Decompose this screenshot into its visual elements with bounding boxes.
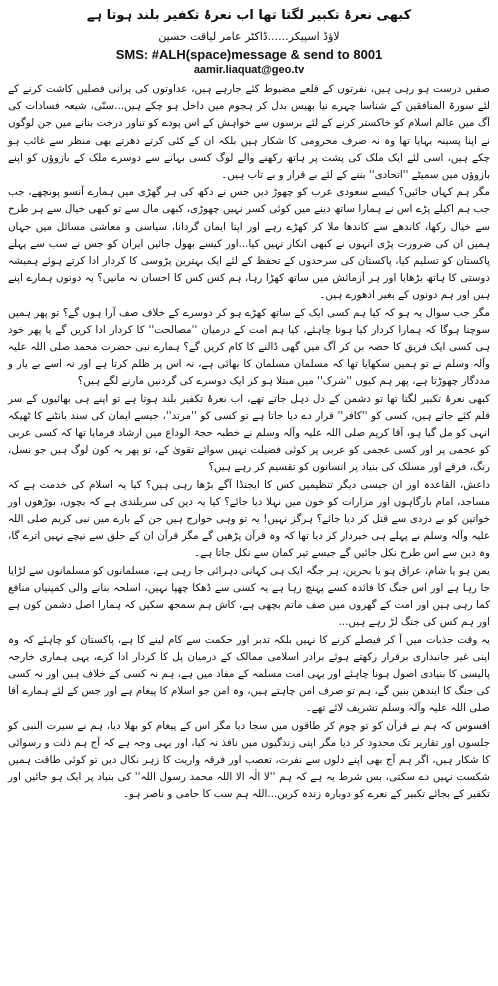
article-paragraph: یمن ہو یا شام، عراق ہو یا بحرین، ہر جگہ ایک ہی کہانی دہرائی جا رہی ہے، مسلمانوں کو مسلمانوں سے لڑایا جا رہا ہے اور اس جنگ کا فائدہ کسے پہنچ رہا ہے یہ کسی سے ڈھکا چھپا نہیں، اسلحہ بنانے والی کمپنیاں منافع کما رہی ہیں اور امت کے گھروں میں صف ماتم بچھی ہے، کاش ہم سمجھ سکیں کہ ہمارا اصل دشمن کون ہے اور ہم کس کی جنگ لڑ رہے ہیں... <box>8 564 490 629</box>
article-paragraph: داعش، القاعدہ اور ان جیسی دیگر تنظیمیں کس کا ایجنڈا آگے بڑھا رہی ہیں؟ کیا یہ اسلام کی خدمت ہے کہ مساجد، امام بارگاہوں اور مزارات کو خون میں نہلا دیا جائے؟ کیا یہ دین کی سربلندی ہے کہ بچوں، بوڑھوں اور خواتین کو بے دردی سے قتل کر دیا جائے؟ ہرگز نہیں! یہ تو وہی خوارج ہیں جن کے بارے میں نبی کریم صلی اللہ علیہ وآلہ وسلم نے پہلے ہی خبردار کر دیا تھا کہ وہ قرآن پڑھیں گے مگر قرآن ان کے حلق سے نیچے نہیں اترے گا، وہ دین سے اس طرح نکل جائیں گے جیسے تیر کمان سے نکل جاتا ہے۔ <box>8 478 490 560</box>
author-email[interactable]: aamir.liaquat@geo.tv <box>193 64 305 76</box>
article-paragraph: مگر جب سوال یہ ہو کہ کیا ہم کسی ایک کے ساتھ کھڑے ہو کر دوسرے کے خلاف صف آرا ہوں گے؟ تو پھر ہمیں سوچنا ہوگا کہ ہمارا کردار کیا ہونا چاہئے، کیا ہم امت کے درمیان ''مصالحت'' کا کردار ادا کریں گے یا پھر خود ہی کسی ایک فریق کا حصہ بن کر آگ میں گھی ڈالنے کا کام کریں گے؟ ہمارے نبی حضرت محمد صلی اللہ علیہ وآلہ وسلم نے تو ہمیں سکھایا تھا کہ مسلمان مسلمان کا بھائی ہے، نہ اس پر ظلم کرتا ہے اور نہ اسے بے یار و مددگار چھوڑتا ہے، پھر ہم کیوں ''شرک'' میں مبتلا ہو کر ایک دوسرے کی گردنیں مارنے لگے ہیں؟ <box>8 306 490 388</box>
sms-instructions: SMS: #ALH(space)message & send to 8001 <box>115 47 383 62</box>
article-body <box>8 81 490 804</box>
article-title: کبھی نعرۂ تکبیر لگتا تھا اب نعرۂ تکفیر بلند ہوتا ہے <box>86 8 412 23</box>
article-paragraph: صفیں درست ہو رہی ہیں، نفرتوں کے قلعے مضبوط کئے جارہے ہیں، عداوتوں کی پرانی فصلیں کاشت کرنے کے لئے سورۃ المنافقین کے شناسا چہرے نیا بھیس بدل کر ہجوم میں داخل ہو چکے ہیں...سنّی، شیعہ فسادات کی آگ میں عالم اسلام کو خاکستر کرنے کے لئے برسوں سے خواہش کے اس پودے کو تناور درخت بنانے میں جن لوگوں نے اپنا پسینہ بہایا تھا وہ نہ صرف محرومی کا شکار ہیں بلکہ ان کے کئی کرتے دھرتے بھی منظر سے غائب ہو چکے ہیں، اسی لئے ایک ملک کی پشت پر ہاتھ رکھنے والے لوگ کسی بہانے سے دوسرے ملک کے بازوؤں کو اپنے بازوؤں میں سمیٹے ''اتحادی'' بننے کے لئے بے قرار و بے تاب ہیں۔ <box>8 83 490 182</box>
article-byline: لاؤڈ اسپیکر......ڈاکٹر عامر لیاقت حسین <box>158 30 340 43</box>
article-paragraph: افسوس کہ ہم نے قرآن کو تو چوم کر طاقوں میں سجا دیا مگر اس کے پیغام کو بھلا دیا، ہم نے سیرت النبی کو جلسوں اور تقاریر تک محدود کر دیا مگر اپنی زندگیوں میں نافذ نہ کیا، اور یہی وجہ ہے کہ آج ہم ذلت و رسوائی کا شکار ہیں، اگر ہم آج بھی اپنے دلوں سے نفرت، تعصب اور فرقہ واریت کا زہر نکال دیں تو کوئی طاقت ہمیں شکست نہیں دے سکتی، بس شرط یہ ہے کہ ہم ''لا الٰہ الا اللہ محمد رسول اللہ'' کی بنیاد پر ایک ہو جائیں اور تکفیر کے بجائے تکبیر کے نعرے کو دوبارہ زندہ کریں...اللہ ہم سب کا حامی و ناصر ہو۔ <box>8 719 490 801</box>
article-paragraph: مگر ہم کہاں جائیں؟ کیسے سعودی عرب کو چھوڑ دیں جس نے دکھ کی ہر گھڑی میں ہمارے آنسو پونچھے، جب جب ہم اکیلے پڑے اس نے ہمارا ساتھ دینے میں کوئی کسر نہیں چھوڑی، کبھی مال سے تو کبھی خیال سے ہر طرح سے خیال رکھا، کاندھے سے کاندھا ملا کر کھڑے رہے اور اپنا ایمان گردانا، سیاسی و معاشی مسائل میں جہاں ہمیں ان کی ضرورت پڑی انہوں نے کبھی انکار نہیں کیا...اور کیسے بھول جائیں ایران کو جس نے سب سے پہلے پاکستان کو تسلیم کیا، پاکستان کی سرحدوں کے تحفظ کے لئے ایک بہترین پڑوسی کا کردار ادا کرتے ہوئے ہمیشہ دوستی کا ہاتھ بڑھایا اور ہر آزمائش میں ساتھ کھڑا رہا، ہم کس کس کا احسان نہ مانیں؟ یہ دونوں ہمارے اپنے ہیں اور ہم دونوں کے بغیر ادھورے ہیں۔ <box>8 186 490 302</box>
article-paragraph: یہ وقت جذبات میں آ کر فیصلے کرنے کا نہیں بلکہ تدبر اور حکمت سے کام لینے کا ہے، پاکستان کو چاہئے کہ وہ اپنی غیر جانبداری برقرار رکھتے ہوئے برادر اسلامی ممالک کے درمیان پل کا کردار ادا کرے، یہی ہماری خارجہ پالیسی کا بنیادی اصول ہونا چاہئے اور یہی امت مسلمہ کے مفاد میں ہے، ہم نہ کسی کے خلاف ہیں اور نہ کسی کی جنگ کا ایندھن بنیں گے، ہم تو صرف امن چاہتے ہیں، وہ امن جو اسلام کا پیغام ہے اور جس کے لئے ہمارے آقا صلی اللہ علیہ وآلہ وسلم تشریف لائے تھے۔ <box>8 633 490 715</box>
article-paragraph: کبھی نعرۂ تکبیر لگتا تھا تو دشمن کے دل دہل جاتے تھے، اب نعرۂ تکفیر بلند ہوتا ہے تو اپنے ہی بھائیوں کے سر قلم کئے جاتے ہیں، کسی کو ''کافر'' قرار دے دیا جاتا ہے تو کسی کو ''مرتد''، جیسے ایمان کی سند بانٹنے کا ٹھیکہ انہی کو مل گیا ہو، آقا کریم صلی اللہ علیہ وآلہ وسلم نے خطبہ حجۃ الوداع میں ارشاد فرمایا تھا کہ کسی عربی کو عجمی پر اور کسی عجمی کو عربی پر کوئی فضیلت نہیں سوائے تقویٰ کے، تو پھر یہ کون لوگ ہیں جو نسل، رنگ، فرقے اور مسلک کی بنیاد پر انسانوں کو تقسیم کر رہے ہیں؟ <box>8 392 490 474</box>
